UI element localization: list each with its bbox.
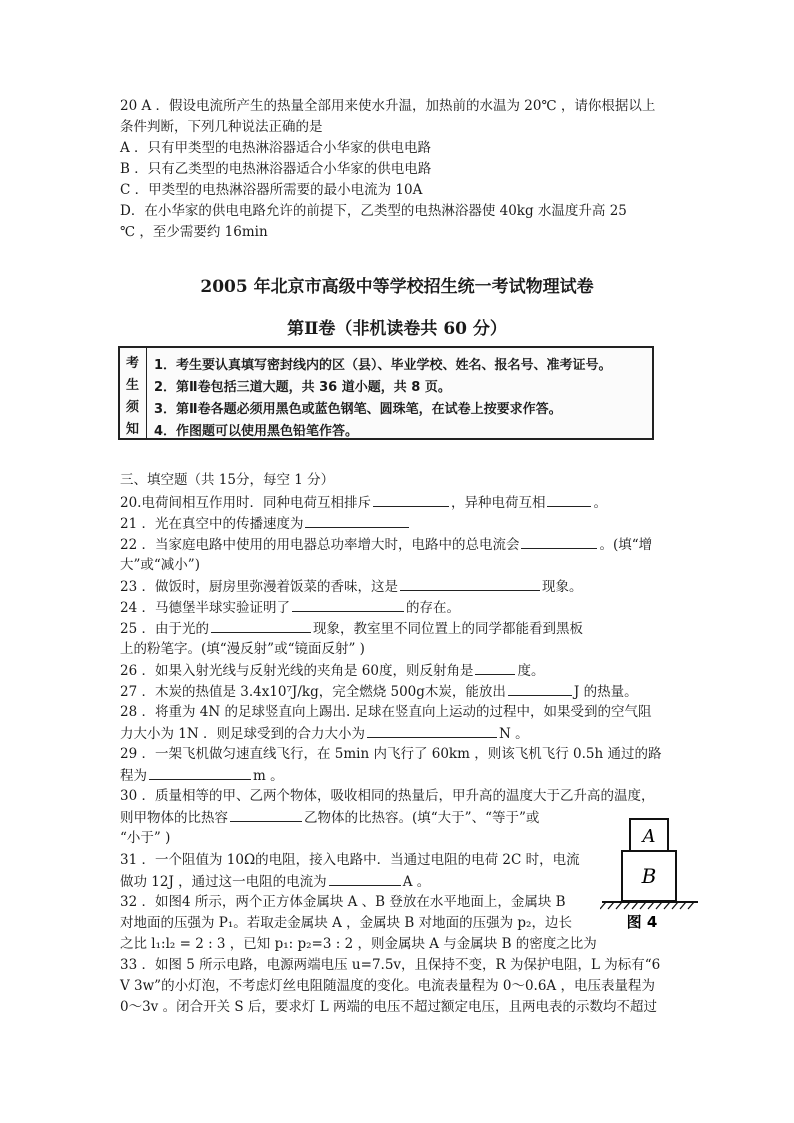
block-a-label: A [642, 826, 656, 847]
option-d-line2: ℃ ，至少需要约 16min [120, 224, 268, 240]
notice-item: 4．作图题可以使用黑色铅笔作答。 [154, 424, 359, 439]
question-29-line2: 程为 m 。 [120, 765, 284, 786]
ground-hatching [600, 902, 694, 909]
answer-blank[interactable] [211, 618, 311, 633]
option-c: C ．甲类型的电热淋浴器所需要的最小电流为 10A [120, 182, 423, 198]
question-32-line1: 32 ．如图4 所示，两个正方体金属块 A 、B 登放在水平地面上，金属块 B [120, 894, 566, 910]
notice-label-char: 生 [126, 378, 140, 393]
question-33-line3: 0～3v 。闭合开关 S 后，要求灯 L 两端的电压不超过额定电压，且两电表的示数均不超过 [120, 999, 657, 1015]
question-24: 24 ．马德堡半球实验证明了 的存在。 [120, 597, 460, 618]
question-25-line1: 25 ．由于光的 现象，教室里不同位置上的同学都能看到黑板 [120, 618, 583, 639]
figure-4-stacked-blocks [600, 815, 700, 935]
question-20a-line1: 20 A ．假设电流所产生的热量全部用来使水升温，加热前的水温为 20℃ ，请你根据以上 [120, 98, 656, 114]
notice-label-char: 考 [126, 356, 140, 371]
answer-blank[interactable] [292, 597, 404, 612]
question-27: 27 ．木炭的热值是 3.4x10⁷J/kg，完全燃烧 500g木炭，能放出 J 的热量。 [120, 681, 638, 702]
question-26: 26 ．如果入射光线与反射光线的夹角是 60度，则反射角是 度。 [120, 660, 544, 681]
answer-blank[interactable] [305, 513, 409, 528]
question-25-line2: 上的粉笔字。(填“漫反射”或“镜面反射” ) [120, 641, 365, 657]
answer-blank[interactable] [329, 871, 401, 886]
question-22-line2: 大”或“减小”) [120, 557, 200, 573]
question-32-line2: 对地面的压强为 P₁。若取走金属块 A ，金属块 B 对地面的压强为 p₂，边长 [120, 915, 572, 931]
question-20a-line2: 条件判断，下列几种说法正确的是 [120, 119, 323, 135]
part-title: 第Ⅱ卷（非机读卷共 60 分） [287, 319, 507, 339]
notice-label-char: 知 [126, 422, 140, 437]
question-32-line3: 之比 l₁:l₂ = 2 : 3 ，已知 p₁: p₂=3 : 2 ，则金属块 A 与金属块 B 的密度之比为 [120, 936, 597, 952]
answer-blank[interactable] [521, 534, 597, 549]
notice-label-char: 须 [126, 400, 140, 415]
answer-blank[interactable] [400, 576, 540, 591]
answer-blank[interactable] [149, 765, 251, 780]
notice-item: 1．考生要认真填写密封线内的区（县）、毕业学校、姓名、报名号、准考证号。 [154, 358, 612, 373]
option-b: B ．只有乙类型的电热淋浴器适合小华家的供电电路 [120, 161, 432, 177]
answer-blank[interactable] [367, 723, 497, 738]
question-31-line2: 做功 12J ，通过这一电阻的电流为 A 。 [120, 871, 430, 892]
answer-blank[interactable] [508, 681, 572, 696]
question-30-line1: 30 ．质量相等的甲、乙两个物体，吸收相同的热量后，甲升高的温度大于乙升高的温度， [120, 788, 655, 804]
exam-title: 2005 年北京市高级中等学校招生统一考试物理试卷 [200, 277, 594, 297]
question-30-line3: “小于” ) [120, 830, 171, 846]
answer-blank[interactable] [373, 492, 449, 507]
question-28-line2: 力大小为 1N ．则足球受到的合力大小为 N 。 [120, 723, 529, 744]
answer-blank[interactable] [230, 807, 302, 822]
question-21: 21 ．光在真空中的传播速度为 [120, 513, 411, 534]
question-33-line1: 33 ．如图 5 所示电路，电源两端电压 u=7.5v，且保持不变，R 为保护电阻，L 为标有“6 [120, 957, 661, 973]
option-a: A ．只有甲类型的电热淋浴器适合小华家的供电电路 [120, 140, 432, 156]
notice-item: 2．第Ⅱ卷包括三道大题，共 36 道小题，共 8 页。 [154, 380, 451, 395]
option-d-line1: D．在小华家的供电电路允许的前提下，乙类型的电热淋浴器使 40kg 水温度升高 25 [120, 203, 627, 219]
figure-4-caption: 图 4 [626, 913, 658, 931]
answer-blank[interactable] [475, 660, 515, 675]
candidate-notice-box [118, 346, 654, 440]
section-heading: 三、填空题（共 15分，每空 1 分） [120, 472, 335, 488]
question-30-line2: 则甲物体的比热容 乙物体的比热容。(填“大于”、“等于”或 [120, 807, 539, 828]
question-22-line1: 22 ．当家庭电路中使用的用电器总功率增大时，电路中的总电流会 。(填“增 [120, 534, 652, 555]
question-28-line1: 28 ．将重为 4N 的足球竖直向上踢出. 足球在竖直向上运动的过程中，如果受到的空气阻 [120, 704, 652, 720]
question-29-line1: 29 ．一架飞机做匀速直线飞行，在 5min 内飞行了 60km ，则该飞机飞行 0.5h 通过的路 [120, 746, 662, 762]
answer-blank[interactable] [547, 492, 591, 507]
question-20: 20.电荷间相互作用时．同种电荷互相排斥 ，异种电荷互相 。 [120, 492, 607, 513]
notice-item: 3．第Ⅱ卷各题必须用黑色或蓝色钢笔、圆珠笔，在试卷上按要求作答。 [154, 402, 562, 417]
notice-label [120, 348, 147, 438]
block-b-label: B [641, 864, 657, 888]
question-33-line2: V 3w”的小灯泡，不考虑灯丝电阻随温度的变化。电流表量程为 0～0.6A ，电压表量程为 [120, 978, 655, 994]
question-31-line1: 31 ．一个阻值为 10Ω的电阻，接入电路中．当通过电阻的电荷 2C 时，电流 [120, 852, 580, 868]
question-23: 23 ．做饭时，厨房里弥漫着饭菜的香味，这是 现象。 [120, 576, 582, 597]
